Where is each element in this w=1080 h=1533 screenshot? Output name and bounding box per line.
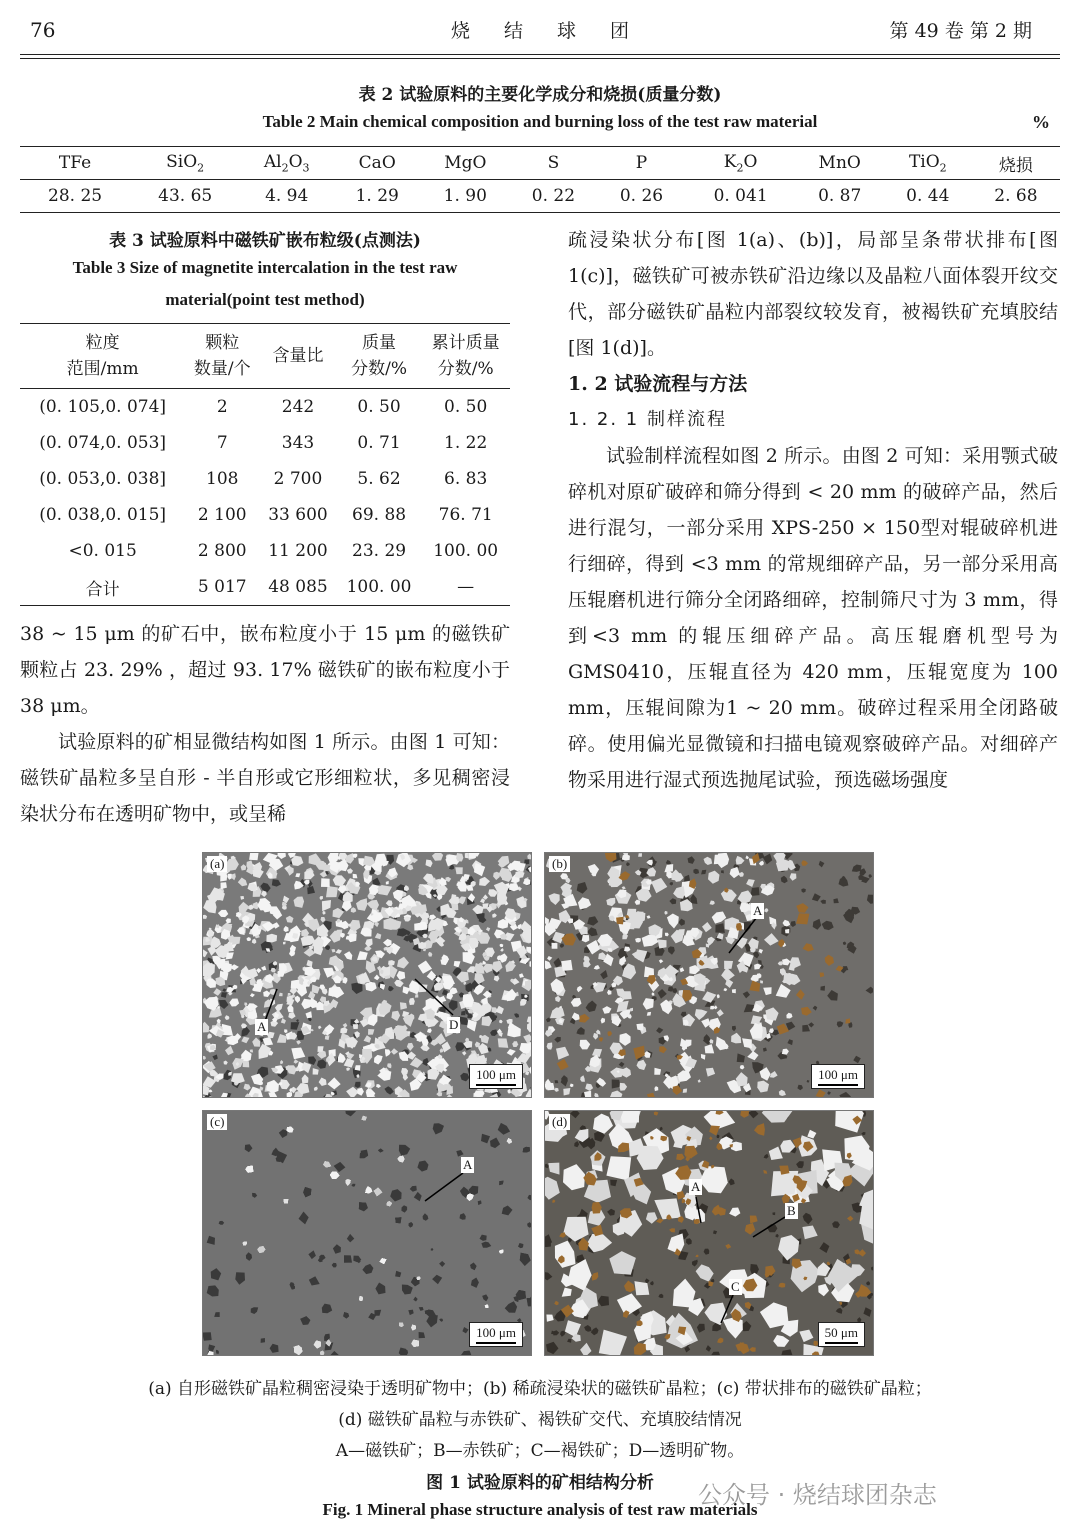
table2 — [20, 146, 1060, 213]
panel-a-marker-d: D — [449, 1017, 459, 1032]
table3-header-cell: 粒度 范围/mm — [20, 324, 185, 389]
table3-cell: 100. 00 — [337, 569, 422, 606]
table2-value-cell: 0. 44 — [884, 180, 972, 213]
table3-cell: 2 — [216, 397, 228, 417]
table3-caption-en-line1: Table 3 Size of magnetite intercalation in the test raw — [72, 258, 458, 277]
table3-cell: 23. 29 — [352, 541, 407, 561]
table3-caption-cn: 表 3 试验原料中磁铁矿嵌布粒级(点测法) — [109, 231, 421, 251]
journal-title: 烧结球团 — [450, 20, 663, 42]
table2-value-cell: 0. 87 — [796, 180, 884, 213]
panel-a-scale-label: 100 μm — [476, 1067, 516, 1082]
micrograph-panel-c — [202, 1110, 532, 1356]
table2-value-cell: 0. 041 — [686, 180, 796, 213]
table3-header-cell: 累计质量 分数/% — [421, 324, 510, 389]
figure-title-en: Fig. 1 Mineral phase structure analysis of test raw materials — [322, 1500, 758, 1519]
right-paragraph-1: 疏浸染状分布[图 1(a)、(b)]，局部呈条带状排布[图 1(c)]，磁铁矿可被赤铁矿沿边缘以及晶粒八面体裂开纹交代，部分磁铁矿晶粒内部裂纹较发育，被褐铁矿充填胶结[图 1(d)]。 — [568, 229, 1058, 359]
table2-value-cell: 28. 25 — [20, 180, 130, 213]
wechat-watermark: 公众号 · 烧结球团杂志 — [698, 1481, 937, 1509]
table3-cell: (0. 053,0. 038] — [39, 469, 167, 489]
panel-a-leader-lines — [203, 853, 532, 1098]
table3-cell: 48 085 — [259, 569, 337, 606]
table2-header-row — [20, 147, 1060, 180]
panel-b-scale-bar — [811, 1064, 865, 1089]
table3-header-cell: 质量 分数/% — [337, 324, 422, 389]
panel-b-leader-lines — [545, 853, 874, 1098]
panel-d-leader-lines — [545, 1111, 874, 1356]
table2-header-cell: 烧损 — [972, 147, 1060, 180]
table2-value-cell: 2. 68 — [972, 180, 1060, 213]
table3-cell: 69. 88 — [352, 505, 407, 525]
panel-c-label: (c) — [207, 1114, 227, 1130]
table3-header-cell: 颗粒 数量/个 — [185, 324, 259, 389]
table3-cell: (0. 105,0. 074] — [39, 397, 167, 417]
table3-cell: 2 100 — [197, 505, 247, 525]
left-paragraph-1: 38 ~ 15 μm 的矿石中，嵌布粒度小于 15 μm 的磁铁矿颗粒占 23. 29% ，超过 93. 17% 磁铁矿的嵌布粒度小于 38 μm。 — [20, 623, 510, 717]
panel-d-label: (d) — [549, 1114, 570, 1130]
table-row — [20, 461, 510, 497]
table-row — [20, 389, 510, 426]
table3-cell: 100. 00 — [433, 541, 499, 561]
table3-cell: 11 200 — [268, 541, 328, 561]
table3-cell: <0. 015 — [68, 541, 137, 561]
panel-c-marker-a: A — [463, 1157, 473, 1172]
table2-header-cell: SiO$_2$ — [130, 147, 240, 180]
table3-cell: 6. 83 — [444, 469, 488, 489]
table3 — [20, 323, 510, 606]
table3-header-row — [20, 324, 510, 389]
panel-d-marker-b: B — [787, 1203, 796, 1218]
table3-cell: 7 — [216, 433, 228, 453]
table2-value-cell: 0. 26 — [597, 180, 685, 213]
section-heading: 1. 2 试验流程与方法 — [568, 373, 748, 395]
panel-c-scale-bar — [469, 1322, 523, 1347]
panel-b-scale-label: 100 μm — [818, 1067, 858, 1082]
issue-info: 第 49 卷 第 2 期 — [889, 20, 1032, 42]
table3-cell: 5. 62 — [357, 469, 401, 489]
table2-value-cell: 1. 90 — [421, 180, 509, 213]
table2-unit: % — [1032, 112, 1050, 132]
table3-cell: 合计 — [20, 569, 185, 606]
table2-caption-cn: 表 2 试验原料的主要化学成分和烧损(质量分数) — [358, 85, 722, 105]
table3-cell: — — [421, 569, 510, 606]
table3-cell: 5 017 — [185, 569, 259, 606]
table2-value-row — [20, 180, 1060, 213]
header-rule-thin — [20, 58, 1060, 59]
panel-a-scale-bar — [469, 1064, 523, 1089]
table3-cell: 108 — [206, 469, 239, 489]
table3-caption-en-line2: material(point test method) — [165, 290, 365, 309]
table3-cell: 1. 22 — [444, 433, 488, 453]
figure-title-cn: 图 1 试验原料的矿相结构分析 — [426, 1473, 654, 1493]
panel-d-marker-a: A — [691, 1179, 701, 1194]
page-number: 76 — [30, 18, 56, 42]
table2-header-cell: P — [597, 147, 685, 180]
left-paragraph-2: 试验原料的矿相显微结构如图 1 所示。由图 1 可知：磁铁矿晶粒多呈自形 - 半自形或它形细粒状，多见稠密浸染状分布在透明矿物中，或呈稀 — [20, 731, 510, 825]
right-paragraph-2: 试验制样流程如图 2 所示。由图 2 可知：采用颚式破碎机对原矿破碎和筛分得到 < 20 mm 的破碎产品，然后进行混匀，一部分采用 XPS-250 × 150型对辊破碎机进行细碎，得到 <3 mm 的常规细碎产品，另一部分采用高压辊磨机进行筛分全闭路细碎，控制筛尺寸为 3 mm，得到<3 mm 的辊压细碎产品。高压辊磨机型号为 GMS0410，压辊直径为 420 mm，压辊宽度为 100 mm，压辊间隙为1 ~ 20 mm。破碎过程采用全闭路破碎。使用偏光显微镜和扫描电镜观察破碎产品。对细碎产物采用进行湿式预选抛尾试验，预选磁场强度 — [568, 445, 1058, 791]
table2-value-cell: 1. 29 — [333, 180, 421, 213]
panel-b-marker-a: A — [753, 903, 763, 918]
table3-cell: 2 700 — [273, 469, 323, 489]
table3-header-cell: 含量比 — [259, 324, 337, 389]
table3-cell: 0. 50 — [444, 397, 488, 417]
figure-caption-line1: (a) 自形磁铁矿晶粒稠密浸染于透明矿物中；(b) 稀疏浸染状的磁铁矿晶粒；(c) 带状排布的磁铁矿晶粒； — [148, 1379, 932, 1399]
table-row — [20, 533, 510, 569]
micrograph-panel-a — [202, 852, 532, 1098]
table3-cell: 343 — [281, 433, 315, 453]
table2-value-cell: 43. 65 — [130, 180, 240, 213]
table2-value-cell: 0. 22 — [509, 180, 597, 213]
right-column-text — [568, 222, 1058, 798]
panel-c-scale-label: 100 μm — [476, 1325, 516, 1340]
panel-d-scale-label: 50 μm — [824, 1325, 858, 1340]
table2-header-cell: CaO — [333, 147, 421, 180]
table2-header-cell: MgO — [421, 147, 509, 180]
panel-a-label: (a) — [207, 856, 227, 872]
table3-cell: 0. 71 — [357, 433, 401, 453]
table2-header-cell: TiO$_2$ — [884, 147, 972, 180]
table2-value-cell: 4. 94 — [240, 180, 333, 213]
table2-header-cell: $Al_2O_3$ — [240, 147, 333, 180]
figure-caption-line2: (d) 磁铁矿晶粒与赤铁矿、褐铁矿交代、充填胶结情况 — [338, 1410, 742, 1430]
table-row — [20, 569, 510, 606]
panel-a-marker-a: A — [257, 1019, 267, 1034]
header-rule — [20, 54, 1060, 55]
table-row — [20, 425, 510, 461]
panel-b-label: (b) — [549, 856, 570, 872]
panel-d-scale-bar — [818, 1322, 865, 1347]
panel-d-marker-c: C — [731, 1279, 740, 1294]
table-row — [20, 497, 510, 533]
left-column-text — [20, 616, 510, 832]
table3-cell: 2 800 — [197, 541, 247, 561]
table2-header-cell: MnO — [796, 147, 884, 180]
table3-cell: (0. 038,0. 015] — [39, 505, 167, 525]
table3-cell: 242 — [281, 397, 315, 417]
table3-cell: 0. 50 — [357, 397, 401, 417]
table2-header-cell: S — [509, 147, 597, 180]
micrograph-panel-d — [544, 1110, 874, 1356]
micrograph-panel-b — [544, 852, 874, 1098]
table3-cell: 76. 71 — [438, 505, 493, 525]
figure-caption-legend: A—磁铁矿；B—赤铁矿；C—褐铁矿；D—透明矿物。 — [335, 1441, 745, 1461]
table3-cell: (0. 074,0. 053] — [39, 433, 167, 453]
table2-caption-en: Table 2 Main chemical composition and burning loss of the test raw material — [262, 112, 818, 131]
table3-cell: 33 600 — [268, 505, 328, 525]
table2-header-cell: TFe — [20, 147, 130, 180]
panel-c-leader-lines — [203, 1111, 532, 1356]
table2-header-cell: $K_2O$ — [686, 147, 796, 180]
subsection-heading: 1. 2. 1 制样流程 — [568, 409, 727, 430]
